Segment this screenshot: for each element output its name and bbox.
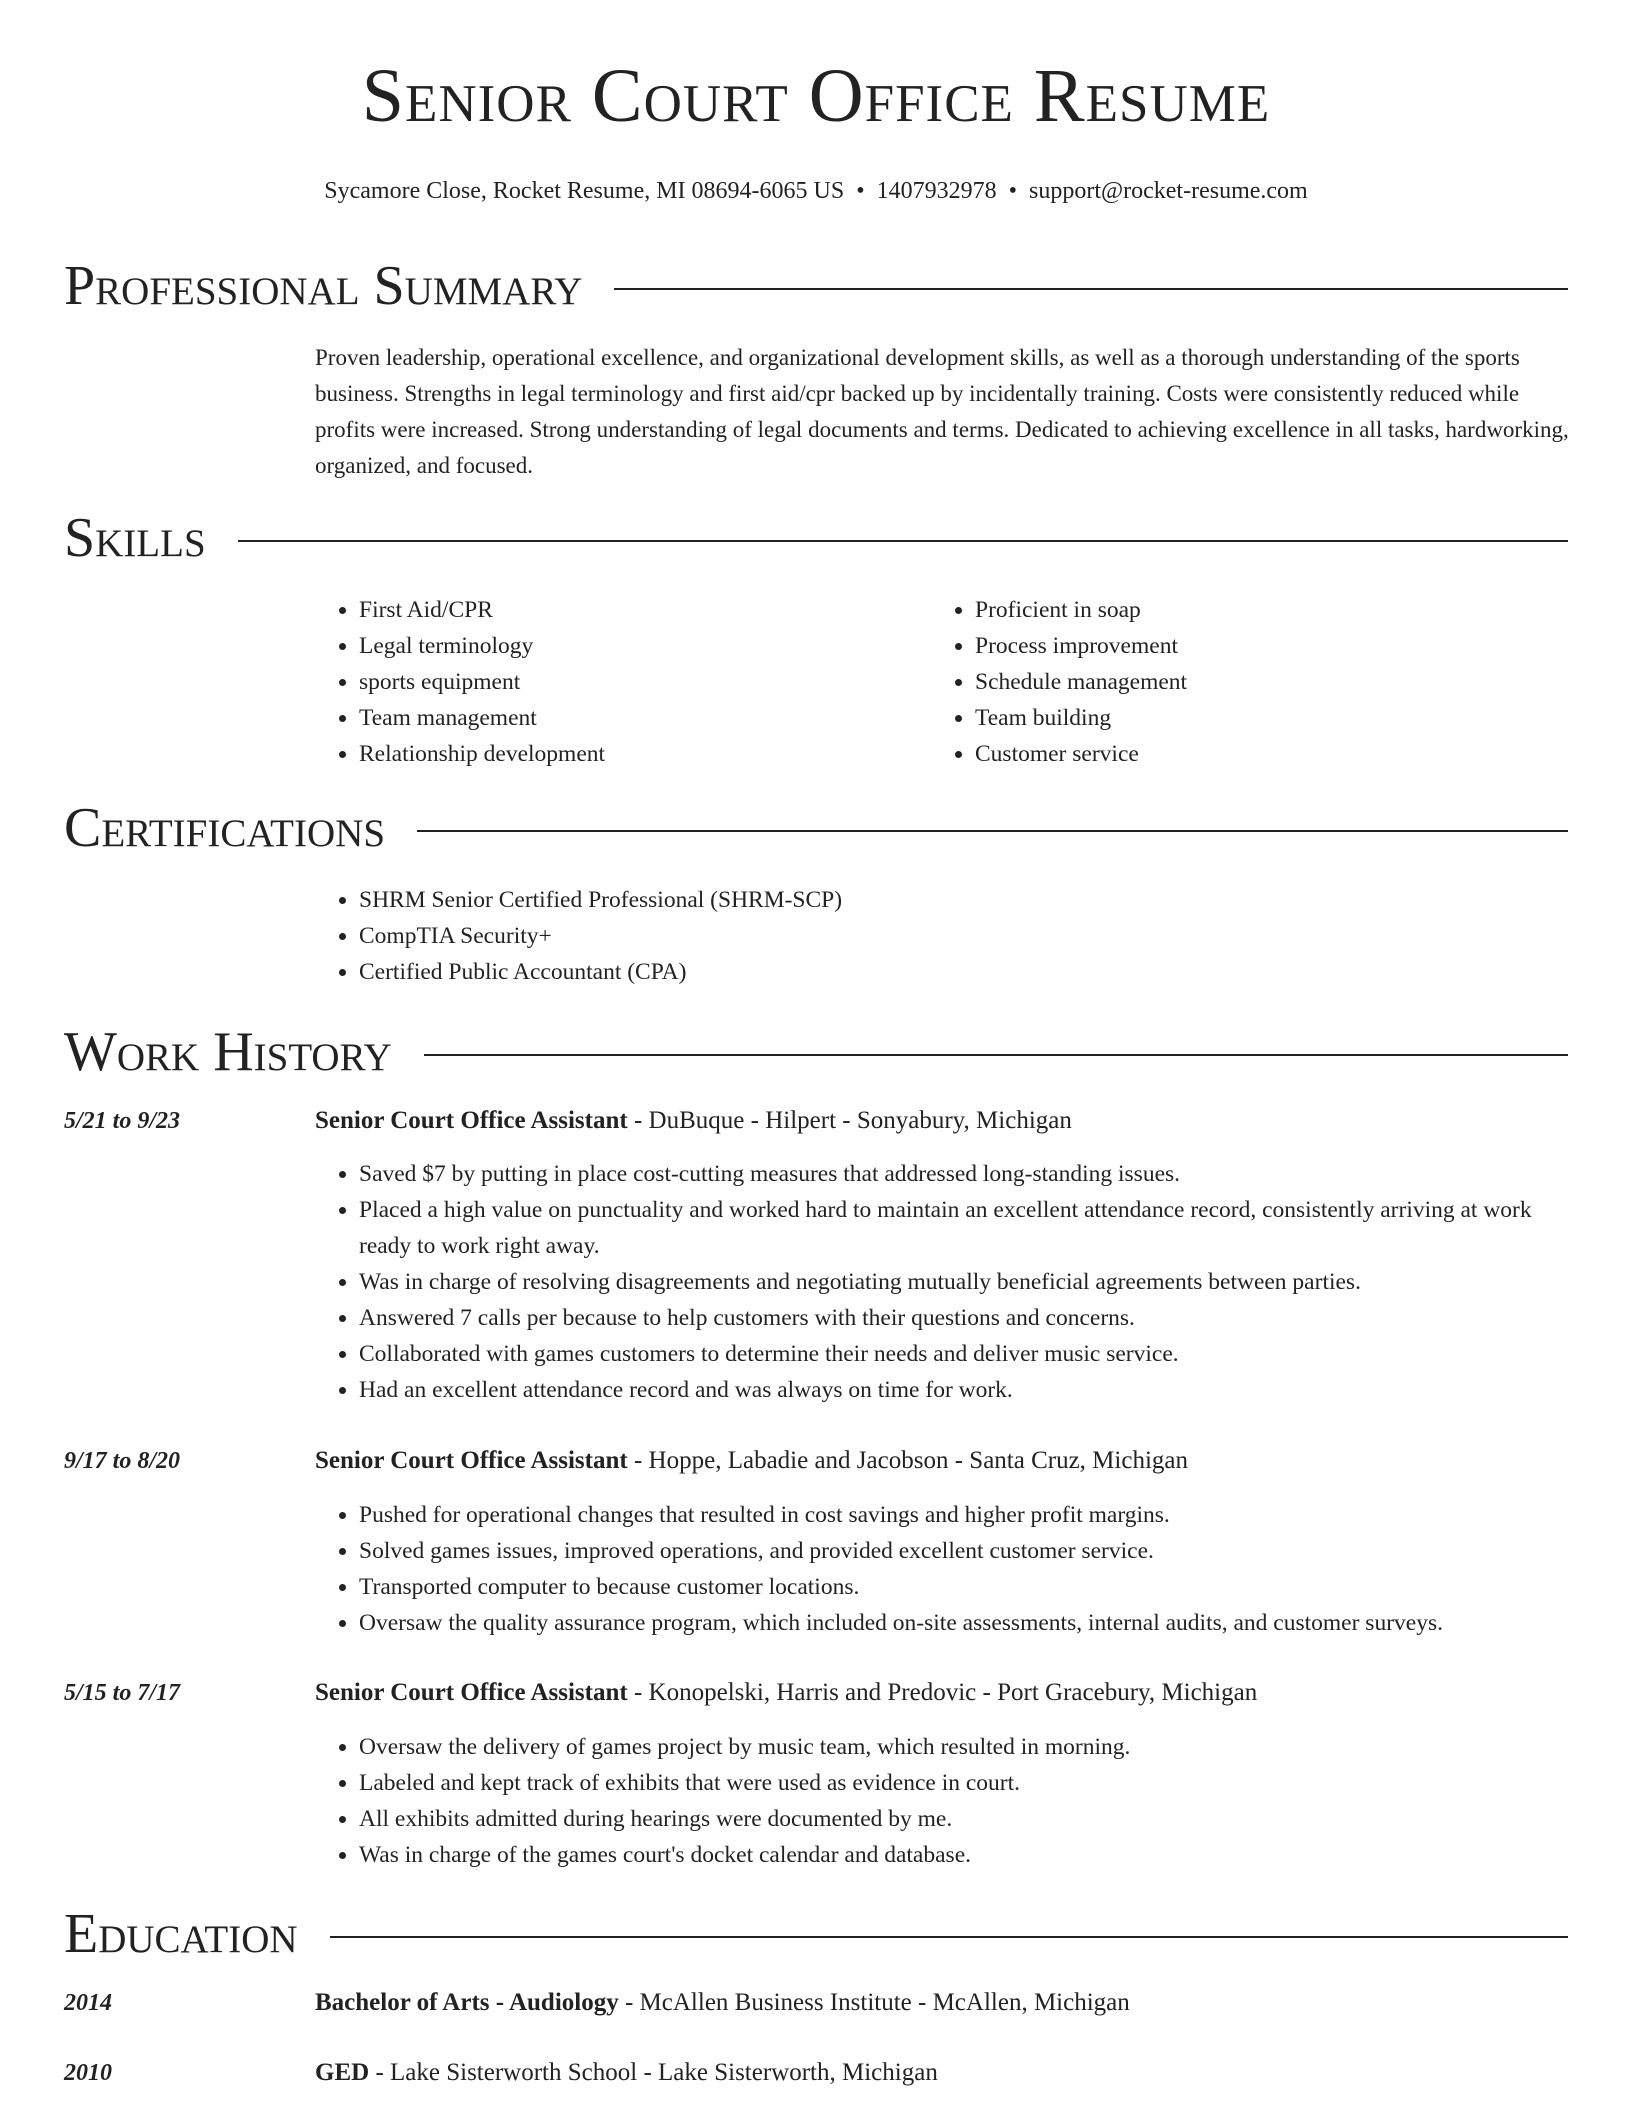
education-heading: Education	[64, 1903, 298, 1965]
job-dates: 5/15 to 7/17	[64, 1680, 181, 1706]
education-entry	[315, 2055, 1570, 2091]
job-bullets	[315, 1497, 1570, 1641]
job-bullet: • Pushed for operational changes that resulted in cost savings and higher profit margins.	[359, 1497, 1570, 1533]
education-degree: GED	[315, 2059, 370, 2086]
section-divider	[424, 1054, 1568, 1056]
skills-heading: Skills	[64, 507, 206, 569]
skill-item: • Relationship development	[359, 736, 915, 772]
work-history-section-header	[64, 1021, 1568, 1083]
contact-separator: •	[856, 178, 865, 204]
resume-title: Senior Court Office Resume	[361, 54, 1271, 138]
education-entry	[315, 1985, 1570, 2021]
education-section-header	[64, 1903, 1568, 1965]
job-title: Senior Court Office Assistant	[315, 1447, 628, 1474]
skills-column-left	[315, 592, 915, 772]
skill-item: • Legal terminology	[359, 628, 915, 664]
skill-item: • Process improvement	[975, 628, 1531, 664]
certification-item: • CompTIA Security+	[359, 918, 1570, 954]
job-bullet: • Collaborated with games customers to determine their needs and deliver music service.	[359, 1336, 1570, 1372]
job-employer-location: - Hoppe, Labadie and Jacobson - Santa Cruz, Michigan	[627, 1447, 1188, 1474]
skill-item: • Schedule management	[975, 664, 1531, 700]
contact-address: Sycamore Close, Rocket Resume, MI 08694-6065 US	[324, 178, 845, 204]
job-employer-location: - Konopelski, Harris and Predovic - Port Gracebury, Michigan	[627, 1679, 1258, 1706]
skills-column-right	[931, 592, 1531, 772]
job-bullet: • Answered 7 calls per because to help customers with their questions and concerns.	[359, 1300, 1570, 1336]
job-dates: 9/17 to 8/20	[64, 1448, 181, 1474]
education-school-location: - Lake Sisterworth School - Lake Sisterworth, Michigan	[369, 2059, 938, 2086]
certification-item: • Certified Public Accountant (CPA)	[359, 954, 1570, 990]
job-title: Senior Court Office Assistant	[315, 1107, 628, 1134]
section-divider	[238, 540, 1568, 542]
job-bullets	[315, 1156, 1570, 1408]
contact-phone: 1407932978	[876, 178, 997, 204]
section-divider	[614, 288, 1568, 290]
job-heading	[315, 1675, 1570, 1711]
education-degree: Bachelor of Arts - Audiology	[315, 1989, 619, 2016]
skill-item: • Team management	[359, 700, 915, 736]
job-bullet: • Oversaw the quality assurance program, which included on-site assessments, internal audits, and customer surveys.	[359, 1605, 1570, 1641]
certifications-list	[315, 882, 1570, 990]
job-bullets	[315, 1729, 1570, 1873]
contact-separator: •	[1008, 178, 1018, 204]
skill-item: • First Aid/CPR	[359, 592, 915, 628]
contact-email[interactable]: support@rocket-resume.com	[1029, 178, 1308, 204]
skills-section-header	[64, 507, 1568, 569]
job-bullet: • Transported computer to because customer locations.	[359, 1569, 1570, 1605]
skill-item: • Customer service	[975, 736, 1531, 772]
contact-line	[0, 176, 1632, 206]
work-history-heading: Work History	[64, 1021, 392, 1083]
skill-item: • Proficient in soap	[975, 592, 1531, 628]
skill-item: • sports equipment	[359, 664, 915, 700]
job-bullet: • Oversaw the delivery of games project by music team, which resulted in morning.	[359, 1729, 1570, 1765]
certifications-heading: Certifications	[64, 797, 386, 859]
job-heading	[315, 1103, 1570, 1139]
section-divider	[330, 1936, 1568, 1938]
summary-section-header	[64, 255, 1568, 317]
job-dates: 5/21 to 9/23	[64, 1108, 181, 1134]
job-title: Senior Court Office Assistant	[315, 1679, 628, 1706]
job-bullet: • Placed a high value on punctuality and worked hard to maintain an excellent attendance record, consistently arriving at work ready to work right away.	[359, 1192, 1570, 1264]
summary-heading: Professional Summary	[64, 255, 583, 317]
education-school-location: - McAllen Business Institute - McAllen, Michigan	[618, 1989, 1130, 2016]
job-bullet: • Had an excellent attendance record and was always on time for work.	[359, 1372, 1570, 1408]
education-year: 2014	[64, 1990, 112, 2016]
job-bullet: • Solved games issues, improved operations, and provided excellent customer service.	[359, 1533, 1570, 1569]
skill-item: • Team building	[975, 700, 1531, 736]
certification-item: • SHRM Senior Certified Professional (SHRM-SCP)	[359, 882, 1570, 918]
job-bullet: • Was in charge of the games court's docket calendar and database.	[359, 1837, 1570, 1873]
job-heading	[315, 1443, 1570, 1479]
certifications-section-header	[64, 797, 1568, 859]
job-bullet: • Labeled and kept track of exhibits that were used as evidence in court.	[359, 1765, 1570, 1801]
education-year: 2010	[64, 2060, 112, 2086]
summary-text: Proven leadership, operational excellence, and organizational development skills, as well as a thorough understanding of the sports business. Strengths in legal terminology and first aid/cpr backed up by incidentally training. Costs were consistently reduced while profits were increased. Strong understanding of legal documents and terms. Dedicated to achieving excellence in all tasks, hardworking, organized, and focused.	[315, 345, 1569, 478]
job-bullet: • All exhibits admitted during hearings were documented by me.	[359, 1801, 1570, 1837]
job-bullet: • Was in charge of resolving disagreements and negotiating mutually beneficial agreements between parties.	[359, 1264, 1570, 1300]
job-employer-location: - DuBuque - Hilpert - Sonyabury, Michigan	[627, 1107, 1072, 1134]
job-bullet: • Saved $7 by putting in place cost-cutting measures that addressed long-standing issues.	[359, 1156, 1570, 1192]
section-divider	[417, 830, 1568, 832]
